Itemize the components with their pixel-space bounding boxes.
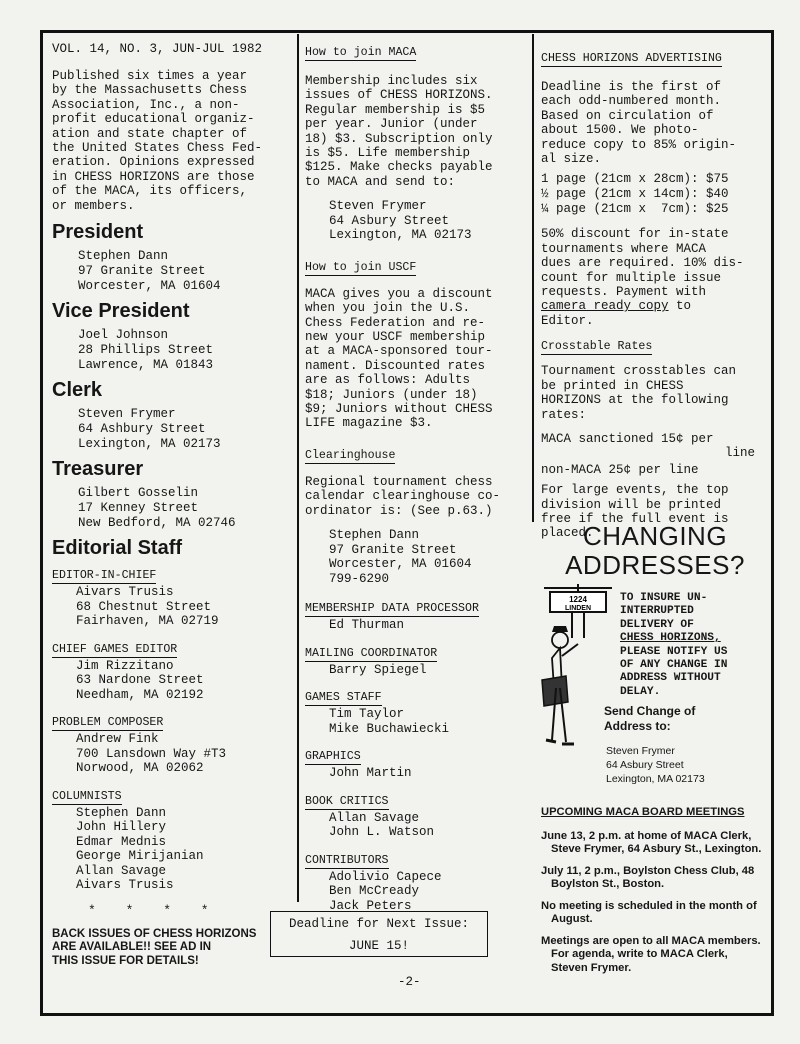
ad-rate-row: 1 page (21cm x 28cm): $75 (541, 172, 729, 187)
change-address-notice: TO INSURE UN- INTERRUPTED DELIVERY OF CHESS HORIZONS, PLEASE NOTIFY US OF ANY CHANGE IN ADDRESS WITHOUT DELAY. (620, 592, 728, 698)
column-divider-left (297, 34, 299, 902)
editorial-staff-heading: Editorial Staff (52, 537, 183, 560)
svg-text:1224: 1224 (569, 595, 587, 604)
back-issues-notice: BACK ISSUES OF CHESS HORIZONS ARE AVAILABLE!! SEE AD IN THIS ISSUE FOR DETAILS! (52, 927, 257, 967)
deadline-box (270, 911, 488, 957)
section-separator-stars: * * * * (88, 902, 211, 918)
board-meetings (541, 806, 766, 983)
clearinghouse-text: Regional tournament chess calendar clearinghouse co- ordinator is: (See p.63.) (305, 474, 501, 518)
ad-rate-row: ¼ page (21cm x 7cm): $25 (541, 202, 729, 217)
role-games-staff: GAMES STAFF Tim Taylor Mike Buchawiecki (305, 691, 450, 736)
meeting-item: June 13, 2 p.m. at home of MACA Clerk, Steve Frymer, 64 Asbury St., Lexington. (541, 829, 762, 855)
advertising-heading: CHESS HORIZONS ADVERTISING (541, 52, 722, 65)
column-divider-right (532, 34, 534, 522)
staff-role: COLUMNISTS (52, 789, 122, 803)
advertising-discount: 50% discount for in-state tournaments where MACA dues are required. 10% dis- count for multiple issue requests. Payment with camera ready copy to Editor. (541, 227, 744, 328)
join-maca-text: Membership includes six issues of CHESS HORIZONS. Regular membership is $5 per year. Junior (under 18) $3. Subscription only is $5. Life membership $125. Make checks payable to MACA and send to: (305, 74, 493, 189)
crosstable-heading: Crosstable Rates (541, 340, 653, 354)
role-book-critics: BOOK CRITICS Allan Savage John L. Watson (305, 794, 435, 840)
clearinghouse-heading: Clearinghouse (305, 448, 396, 462)
role-graphics: GRAPHICS John Martin (305, 750, 412, 781)
officer-address-treasurer: Gilbert Gosselin 17 Kenney Street New Bedford, MA 02746 (78, 486, 236, 531)
deadline-date: JUNE 15! (348, 939, 409, 953)
officer-title-clerk: Clerk (52, 379, 103, 402)
officer-title-president: President (52, 221, 144, 244)
join-maca-address: Steven Frymer 64 Asbury Street Lexington, MA 02173 (329, 199, 472, 243)
crosstable-text: Tournament crosstables can be printed in CHESS HORIZONS at the following rates: (541, 364, 737, 422)
staff-columnists: COLUMNISTS Stephen Dann John Hillery Edmar Mednis George Mirijanian Allan Savage Aivars Trusis (52, 789, 204, 893)
column-advertising (541, 48, 765, 551)
crosstable-large-events: For large events, the top division will be printed free if the full event is placed. (541, 483, 729, 541)
camera-ready-copy: camera ready copy (541, 299, 669, 314)
send-change-label: Send Change of Address to: (604, 704, 696, 733)
join-maca-heading: How to join MACA (305, 46, 417, 59)
crosstable-rates: MACA sanctioned 15¢ per line non-MACA 25¢ per line (541, 431, 755, 477)
officer-title-treasurer: Treasurer (52, 458, 144, 481)
street-sign-icon (544, 584, 612, 612)
join-uscf-heading: How to join USCF (305, 260, 417, 274)
officer-address-vice-president: Joel Johnson 28 Phillips Street Lawrence, MA 01843 (78, 328, 214, 373)
clearinghouse-address: Stephen Dann 97 Granite Street Worcester, MA 01604 799-6290 (329, 528, 472, 586)
staff-editor-in-chief: EDITOR-IN-CHIEF Aivars Trusis 68 Chestnut Street Fairhaven, MA 02719 (52, 569, 219, 629)
deadline-label: Deadline for Next Issue: (288, 917, 470, 931)
column-masthead (52, 42, 288, 968)
role-contributors: CONTRIBUTORS Adolivio Capece Ben McCready Jack Peters (305, 853, 442, 913)
svg-text:LINDEN: LINDEN (564, 605, 592, 612)
staff-problem-composer: PROBLEM COMPOSER Andrew Fink 700 Lansdown Way #T3 Norwood, MA 02062 (52, 716, 227, 776)
officer-address-clerk: Steven Frymer 64 Ashbury Street Lexington, MA 02173 (78, 407, 221, 452)
page-number: -2- (398, 975, 421, 989)
officer-title-vice-president: Vice President (52, 300, 190, 323)
column-membership (305, 42, 530, 923)
role-membership-data-processor: MEMBERSHIP DATA PROCESSOR Ed Thurman (305, 602, 479, 633)
mailman-illustration (538, 580, 618, 770)
changing-addresses-title: CHANGING ADDRESSES? (565, 521, 745, 580)
join-uscf-text: MACA gives you a discount when you join the U.S. Chess Federation and re- new your USCF membership at a MACA-sponsored tour- nament. Discounted rates are as follows: Adults $18; Juniors (under 18) $9; Juniors without CHESS LIFE magazine $3. (305, 286, 493, 431)
staff-chief-games-editor: CHIEF GAMES EDITOR Jim Rizzitano 63 Nardone Street Needham, MA 02192 (52, 642, 204, 702)
ad-rates (541, 172, 765, 217)
send-change-address: Steven Frymer 64 Asbury Street Lexington, MA 02173 (606, 745, 705, 785)
meeting-item: July 11, 2 p.m., Boylston Chess Club, 48 Boylston St., Boston. (541, 864, 755, 890)
role-mailing-coordinator: MAILING COORDINATOR Barry Spiegel (305, 646, 438, 677)
advertising-text: Deadline is the first of each odd-numbered month. Based on circulation of about 1500. We photo- reduce copy to 85% origin- al size. (541, 80, 737, 167)
mailman-figure-icon (542, 626, 578, 744)
officer-address-president: Stephen Dann 97 Granite Street Worcester, MA 01604 (78, 249, 221, 294)
staff-role: PROBLEM COMPOSER (52, 716, 164, 730)
staff-role: CHIEF GAMES EDITOR (52, 642, 178, 656)
ad-rate-row: ½ page (21cm x 14cm): $40 (541, 187, 729, 202)
board-meetings-heading: UPCOMING MACA BOARD MEETINGS (541, 806, 745, 818)
publication-intro: Published six times a year by the Massachusetts Chess Association, Inc., a non- profit educational organiz- ation and state chapter of the United States Chess Fed- eration. Opinions expressed in CHESS HORIZONS are those of the MACA, its officers, or members. (52, 69, 263, 213)
meeting-item: No meeting is scheduled in the month of August. (541, 899, 757, 925)
staff-role: EDITOR-IN-CHIEF (52, 569, 157, 583)
meeting-item: Meetings are open to all MACA members. For agenda, write to MACA Clerk, Steven Frymer. (541, 934, 761, 974)
issue-masthead: VOL. 14, NO. 3, JUN-JUL 1982 (52, 42, 263, 56)
